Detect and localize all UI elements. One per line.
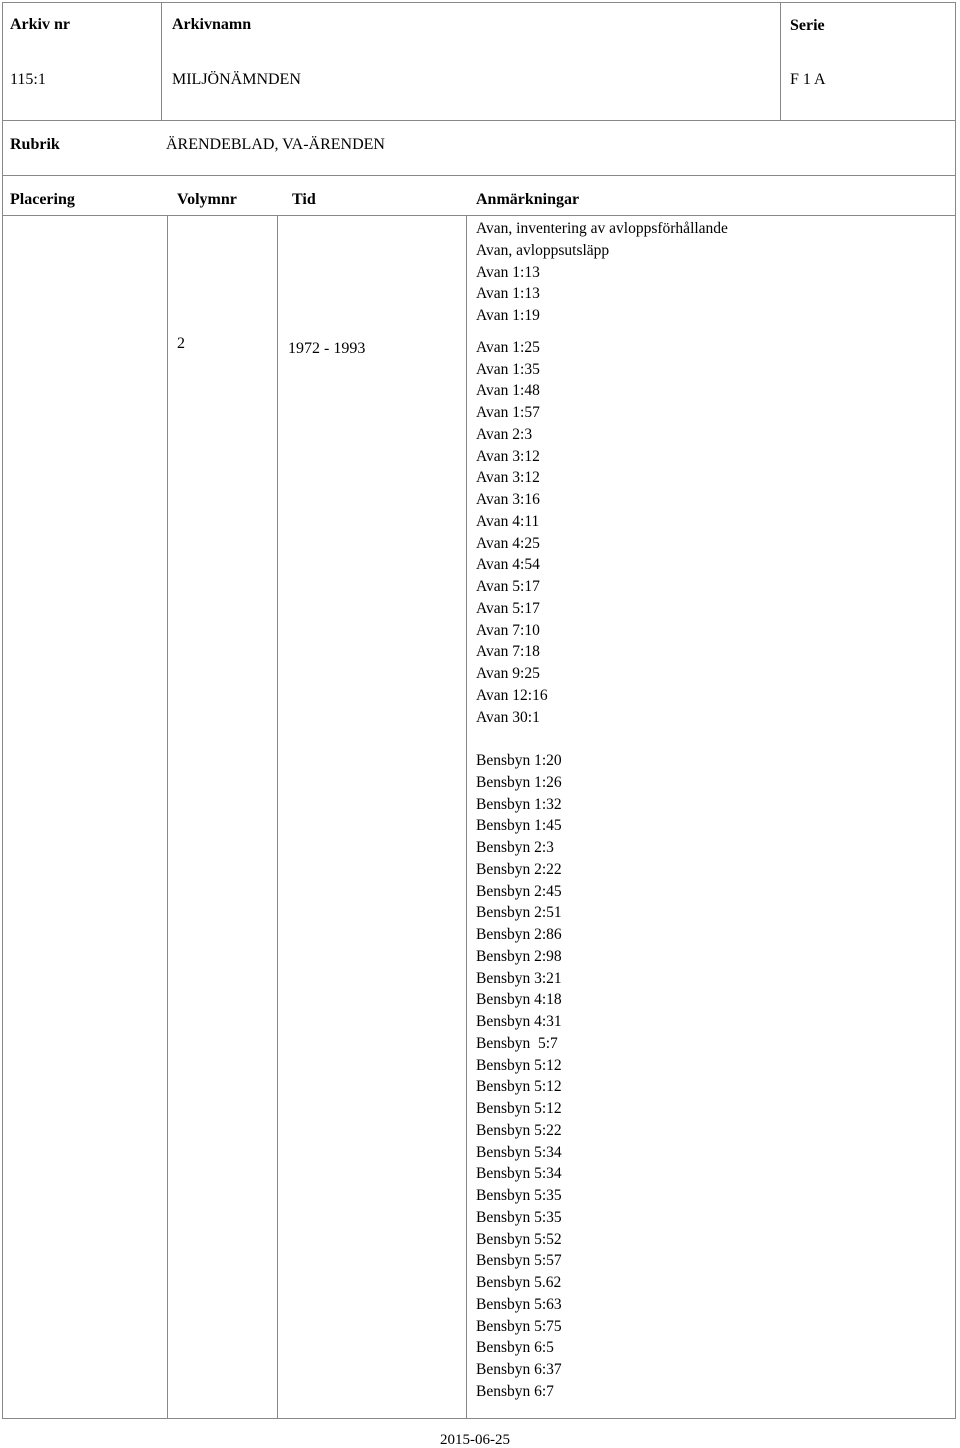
list-item: Avan 5:17 (476, 599, 540, 617)
divider-header-1 (161, 2, 162, 120)
divider-header-2 (780, 2, 781, 120)
list-item: Bensbyn 5:34 (476, 1143, 562, 1161)
arkivnamn-label: Arkivnamn (172, 16, 252, 33)
list-item: Bensbyn 5:34 (476, 1165, 562, 1183)
column-header-placering: Placering (10, 191, 75, 208)
spacer (476, 728, 728, 750)
list-item: Avan 1:13 (476, 263, 540, 281)
list-item: Bensbyn 5:35 (476, 1187, 562, 1204)
column-header-volymnr: Volymnr (177, 191, 237, 208)
divider-col-3 (466, 215, 467, 1419)
list-item: Avan 12:16 (476, 686, 548, 704)
list-item: Bensbyn 5:35 (476, 1208, 562, 1226)
list-item: Avan 3:16 (476, 491, 540, 508)
divider-col-2 (277, 215, 278, 1419)
list-item: Bensbyn 1:26 (476, 773, 562, 791)
list-item: Avan 2:3 (476, 425, 533, 443)
arkiv-nr-label: Arkiv nr (10, 16, 70, 33)
list-item: Bensbyn 5:63 (476, 1295, 562, 1313)
list-item: Avan 4:25 (476, 534, 540, 552)
list-item: Bensbyn 1:45 (476, 817, 562, 835)
list-item: Avan 5:17 (476, 578, 540, 595)
list-item: Avan 1:19 (476, 307, 540, 324)
list-item: Avan 9:25 (476, 665, 540, 682)
tid-value: 1972 - 1993 (288, 340, 366, 357)
list-item: Avan 1:13 (476, 285, 540, 303)
divider-col-1 (167, 215, 168, 1419)
list-item: Avan 1:25 (476, 338, 540, 356)
list-item: Bensbyn 2:86 (476, 926, 562, 943)
arkivnamn-value: MILJÖNÄMNDEN (172, 71, 301, 88)
footer-date: 2015-06-25 (440, 1432, 510, 1448)
list-item: Avan, avloppsutsläpp (476, 241, 610, 259)
list-item: Bensbyn 6:37 (476, 1361, 562, 1378)
list-item: Avan 4:11 (476, 512, 540, 530)
list-item: Avan 7:18 (476, 643, 540, 661)
list-item: Bensbyn 2:45 (476, 882, 562, 900)
list-item: Bensbyn 2:22 (476, 860, 562, 878)
list-item: Avan 4:54 (476, 556, 540, 574)
avan-group (476, 218, 728, 728)
spacer (476, 327, 728, 337)
serie-label: Serie (790, 17, 825, 34)
list-item: Bensbyn 5:75 (476, 1317, 562, 1335)
anmarkningar-list (476, 218, 728, 1403)
list-item: Bensbyn 2:98 (476, 947, 562, 965)
list-item: Avan 3:12 (476, 469, 540, 487)
list-item: Bensbyn 5:7 (476, 1034, 558, 1052)
rubrik-value: ÄRENDEBLAD, VA-ÄRENDEN (166, 136, 385, 153)
list-item: Avan, inventering av avloppsförhållande (476, 220, 728, 237)
list-item: Bensbyn 5.62 (476, 1274, 562, 1291)
list-item: Bensbyn 5:57 (476, 1252, 562, 1270)
divider-columns-top (2, 175, 956, 176)
serie-value: F 1 A (790, 71, 826, 88)
column-header-tid: Tid (292, 191, 316, 208)
arkiv-nr-value: 115:1 (10, 71, 46, 88)
list-item: Bensbyn 5:12 (476, 1078, 562, 1096)
list-item: Bensbyn 3:21 (476, 969, 562, 987)
rubrik-label: Rubrik (10, 136, 60, 153)
list-item: Bensbyn 2:3 (476, 839, 554, 856)
list-item: Bensbyn 4:18 (476, 991, 562, 1009)
divider-columns-bottom (2, 215, 956, 216)
list-item: Avan 30:1 (476, 708, 540, 726)
volymnr-value: 2 (177, 335, 185, 352)
column-header-anmarkningar: Anmärkningar (476, 191, 580, 208)
list-item: Bensbyn 6:5 (476, 1339, 554, 1357)
list-item: Bensbyn 1:20 (476, 752, 562, 769)
list-item: Avan 1:35 (476, 360, 540, 378)
list-item: Bensbyn 1:32 (476, 795, 562, 813)
list-item: Bensbyn 5:22 (476, 1121, 562, 1139)
list-item: Avan 3:12 (476, 447, 540, 465)
bensbyn-group (476, 750, 728, 1403)
list-item: Avan 1:57 (476, 404, 540, 421)
list-item: Bensbyn 4:31 (476, 1013, 562, 1030)
list-item: Bensbyn 5:12 (476, 1056, 562, 1074)
list-item: Bensbyn 5:12 (476, 1100, 562, 1117)
list-item: Avan 1:48 (476, 382, 540, 400)
list-item: Bensbyn 2:51 (476, 904, 562, 922)
divider-rubrik-top (2, 120, 956, 121)
list-item: Avan 7:10 (476, 621, 540, 639)
list-item: Bensbyn 6:7 (476, 1382, 554, 1400)
list-item: Bensbyn 5:52 (476, 1230, 562, 1248)
